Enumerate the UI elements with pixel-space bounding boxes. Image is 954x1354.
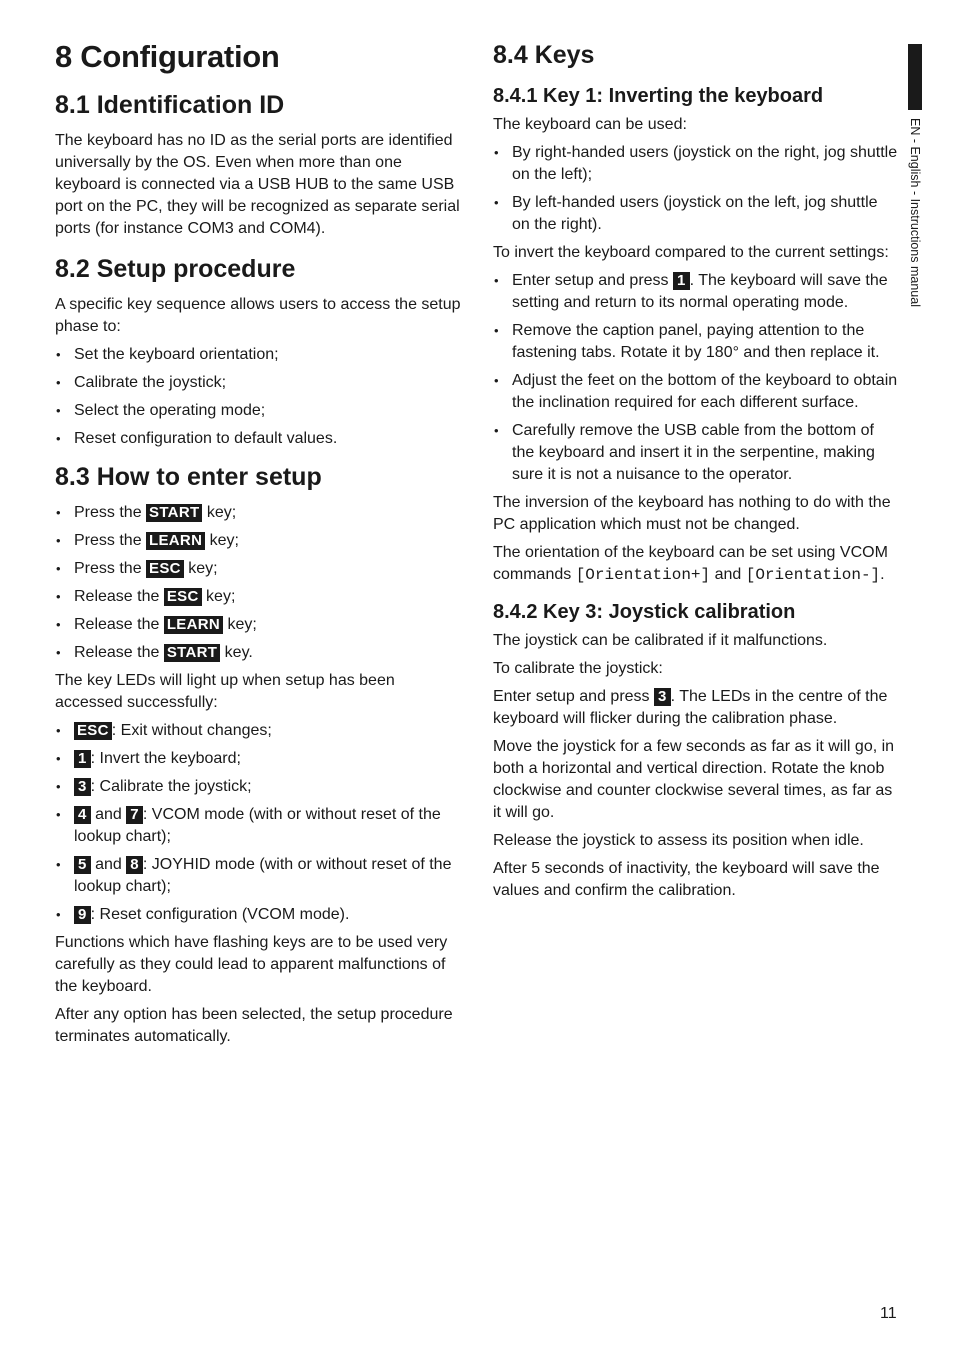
list-item xyxy=(55,904,465,926)
key-esc: ESC xyxy=(74,722,112,740)
option-text: : Reset configuration (VCOM mode). xyxy=(90,906,350,923)
step-text: . The keyboard will save the setting and return to its normal operating mode. xyxy=(512,272,888,311)
step-text: Release the xyxy=(74,644,164,661)
key-5: 5 xyxy=(74,856,91,874)
key-1: 1 xyxy=(673,272,690,290)
step-text: key; xyxy=(205,532,239,549)
list-item xyxy=(55,854,465,898)
setup-purposes-list xyxy=(55,344,465,450)
calibration-text: . The LEDs in the centre of the keyboard will flicker during the calibration phase. xyxy=(493,688,888,727)
inversion-paragraph: The inversion of the keyboard has nothing to do with the PC application which must not be changed. xyxy=(493,494,891,533)
step-text: Release the xyxy=(74,588,164,605)
calibration-paragraph: Move the joystick for a few seconds as far as it will go, in both a horizontal and vertical direction. Rotate the knob clockwise and counter clockwise several times, as far as it will go. xyxy=(493,738,895,821)
page-number: 11 xyxy=(880,1305,897,1322)
left-column xyxy=(55,38,465,1054)
list-item xyxy=(493,270,898,314)
key-learn: LEARN xyxy=(164,616,223,634)
key-3: 3 xyxy=(74,778,91,796)
orientation-paragraph xyxy=(493,542,898,586)
step-text: Press the xyxy=(74,504,147,521)
step-text: key; xyxy=(201,588,236,605)
setup-options-list xyxy=(55,720,465,926)
option-text: : JOYHID mode (with or without reset of the lookup chart); xyxy=(74,856,452,895)
right-column xyxy=(493,40,898,908)
option-and: and xyxy=(90,856,127,873)
after-option-paragraph: After any option has been selected, the setup procedure terminates automatically. xyxy=(55,1006,453,1045)
calibration-paragraph xyxy=(493,686,898,730)
key1-intro: The keyboard can be used: xyxy=(493,116,687,133)
key-esc: ESC xyxy=(146,560,184,578)
step-text: Enter setup and press xyxy=(512,272,673,289)
list-item xyxy=(55,530,465,552)
step-text: key; xyxy=(202,504,237,521)
list-item xyxy=(55,776,465,798)
key-8: 8 xyxy=(126,856,143,874)
invert-steps-list xyxy=(493,270,898,486)
list-item: • Adjust the feet on the bottom of the keyboard to obtain the inclination required for each different surface. xyxy=(493,370,898,414)
step-text: key. xyxy=(220,644,253,661)
list-item xyxy=(55,720,465,742)
side-tab-bar xyxy=(908,44,922,110)
list-item xyxy=(55,748,465,770)
side-language-label: EN - English - Instructions manual xyxy=(908,118,922,307)
orientation-text: . xyxy=(880,566,885,583)
orientation-text: The orientation of the keyboard can be set using VCOM commands xyxy=(493,544,888,583)
option-and: and xyxy=(90,806,127,823)
section-8-4-title: 8.4 Keys xyxy=(493,41,595,69)
step-text: Press the xyxy=(74,532,147,549)
subsection-8-4-1-title: 8.4.1 Key 1: Inverting the keyboard xyxy=(493,85,824,107)
key-1: 1 xyxy=(74,750,91,768)
step-text: key; xyxy=(223,616,257,633)
step-text: Press the xyxy=(74,560,147,577)
subsection-8-4-2-title: 8.4.2 Key 3: Joystick calibration xyxy=(493,601,796,623)
list-item xyxy=(55,614,465,636)
command-orientation-minus: [Orientation-] xyxy=(745,566,881,584)
calibration-text: Enter setup and press xyxy=(493,688,654,705)
list-item: • Select the operating mode; xyxy=(55,400,465,422)
calibration-paragraph: After 5 seconds of inactivity, the keyboard will save the values and confirm the calibration. xyxy=(493,860,880,899)
option-text: : Exit without changes; xyxy=(111,722,272,739)
key-start: START xyxy=(164,644,220,662)
list-item: • Remove the caption panel, paying attention to the fastening tabs. Rotate it by 180° and then replace it. xyxy=(493,320,898,364)
command-orientation-plus: [Orientation+] xyxy=(575,566,711,584)
flash-warning-paragraph: Functions which have flashing keys are to be used very carefully as they could lead to apparent malfunctions of the keyboard. xyxy=(55,934,448,995)
list-item xyxy=(55,586,465,608)
section-8-1-paragraph: The keyboard has no ID as the serial ports are identified universally by the OS. Even when more than one keyboard is connected via a USB HUB to the same USB port on the PC, they will be recognized as separate serial ports (for instance COM3 and COM4). xyxy=(55,132,460,237)
list-item xyxy=(55,558,465,580)
step-text: Release the xyxy=(74,616,164,633)
key-learn: LEARN xyxy=(146,532,205,550)
orientation-text: and xyxy=(710,566,746,583)
chapter-title: 8 Configuration xyxy=(55,39,280,74)
key-7: 7 xyxy=(126,806,143,824)
list-item: • Set the keyboard orientation; xyxy=(55,344,465,366)
calibration-paragraph: To calibrate the joystick: xyxy=(493,660,663,677)
option-text: : Invert the keyboard; xyxy=(90,750,241,767)
list-item xyxy=(55,804,465,848)
list-item: • Reset configuration to default values. xyxy=(55,428,465,450)
key-esc: ESC xyxy=(164,588,202,606)
list-item: • By left-handed users (joystick on the left, jog shuttle on the right). xyxy=(493,192,898,236)
section-8-1-title: 8.1 Identification ID xyxy=(55,91,285,119)
invert-intro: To invert the keyboard compared to the current settings: xyxy=(493,244,889,261)
key-3: 3 xyxy=(654,688,671,706)
list-item xyxy=(55,502,465,524)
step-text: key; xyxy=(183,560,218,577)
key-9: 9 xyxy=(74,906,91,924)
section-8-2-title: 8.2 Setup procedure xyxy=(55,255,296,283)
key-4: 4 xyxy=(74,806,91,824)
list-item: • Calibrate the joystick; xyxy=(55,372,465,394)
list-item xyxy=(55,642,465,664)
leds-paragraph: The key LEDs will light up when setup has been accessed successfully: xyxy=(55,672,395,711)
calibration-paragraph: The joystick can be calibrated if it malfunctions. xyxy=(493,632,828,649)
list-item: • By right-handed users (joystick on the right, jog shuttle on the left); xyxy=(493,142,898,186)
key-start: START xyxy=(146,504,202,522)
list-item: • Carefully remove the USB cable from the bottom of the keyboard and insert it in the serpentine, making sure it is not a nuisance to the operator. xyxy=(493,420,898,486)
section-8-3-title: 8.3 How to enter setup xyxy=(55,463,322,491)
section-8-2-intro: A specific key sequence allows users to access the setup phase to: xyxy=(55,296,461,335)
calibration-paragraph: Release the joystick to assess its position when idle. xyxy=(493,832,864,849)
setup-steps-list xyxy=(55,502,465,664)
option-text: : Calibrate the joystick; xyxy=(90,778,252,795)
option-text: : VCOM mode (with or without reset of the lookup chart); xyxy=(74,806,441,845)
keyboard-uses-list xyxy=(493,142,898,236)
